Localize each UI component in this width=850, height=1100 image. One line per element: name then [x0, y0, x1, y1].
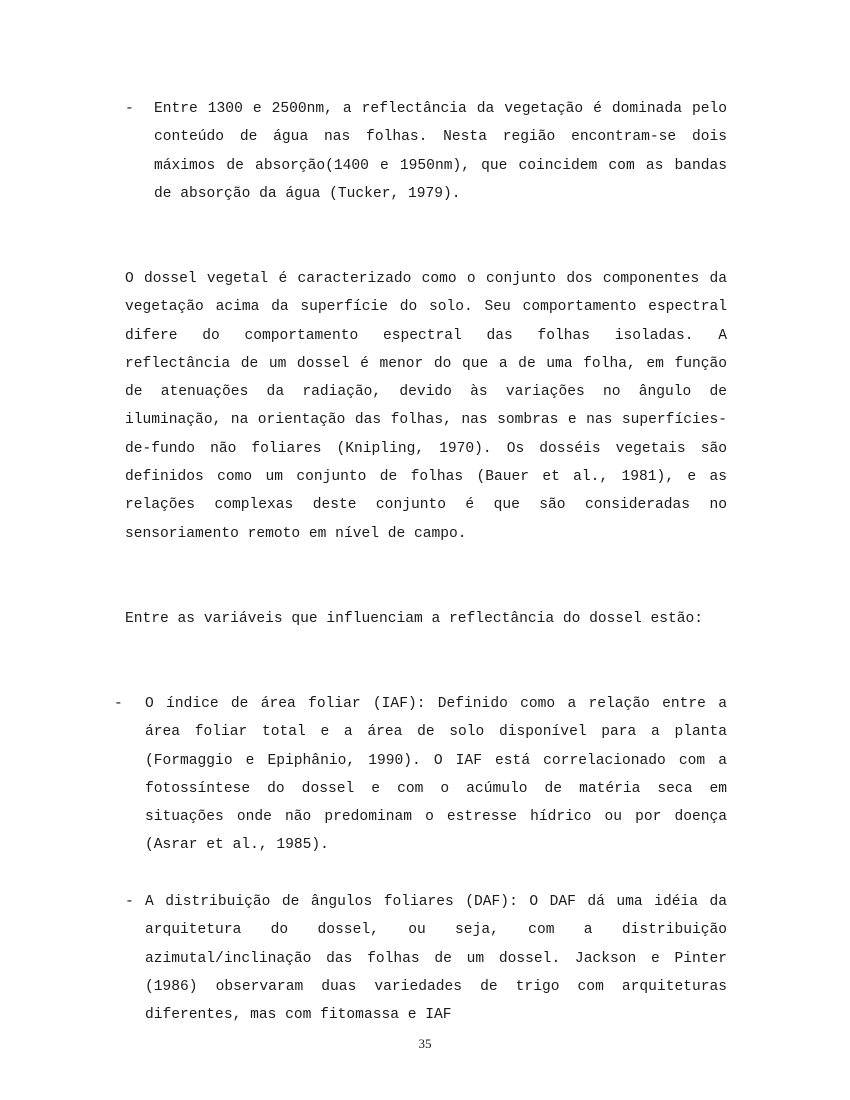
paragraph-variables-intro: Entre as variáveis que influenciam a reflectância do dossel estão:	[125, 611, 704, 627]
bullet-dash: -	[114, 696, 123, 712]
bullet-text: O índice de área foliar (IAF): Definido como a relação entre a área foliar total e a área de solo disponível para a planta (Formaggio e Epiphânio, 1990). O IAF está correlacionado com a fotossíntese do dossel e com o acúmulo de matéria seca em situações onde não predominam o estresse hídrico ou por doença (Asrar et al., 1985).	[145, 696, 727, 854]
bullet-dash: -	[125, 101, 134, 117]
paragraph-canopy-definition: O dossel vegetal é caracterizado como o conjunto dos componentes da vegetação acima da superfície do solo. Seu comportamento espectral difere do comportamento espectral das folhas isoladas. A reflectância de um dossel é menor do que a de uma folha, em função de atenuações da radiação, devido às variações no ângulo de iluminação, na orientação das folhas, nas sombras e nas superfícies-de-fundo não foliares (Knipling, 1970). Os dosséis vegetais são definidos como um conjunto de folhas (Bauer et al., 1981), e as relações complexas deste conjunto é que são consideradas no sensoriamento remoto em nível de campo.	[125, 271, 727, 542]
bullet-item-leaf-angle-distribution	[125, 888, 727, 1029]
bullet-item-leaf-area-index	[114, 690, 727, 860]
page-number: 35	[418, 1036, 432, 1051]
bullet-text: Entre 1300 e 2500nm, a reflectância da vegetação é dominada pelo conteúdo de água nas folhas. Nesta região encontram-se dois máximos de absorção(1400 e 1950nm), que coincidem com as bandas de absorção da água (Tucker, 1979).	[154, 101, 727, 202]
bullet-text: A distribuição de ângulos foliares (DAF): O DAF dá uma idéia da arquitetura do dossel, ou seja, com a distribuição azimutal/inclinação das folhas de um dossel. Jackson e Pinter (1986) observaram duas variedades de trigo com arquiteturas diferentes, mas com fitomassa e IAF	[145, 894, 727, 1024]
bullet-item-water-content	[125, 95, 727, 208]
bullet-dash: -	[125, 894, 134, 910]
